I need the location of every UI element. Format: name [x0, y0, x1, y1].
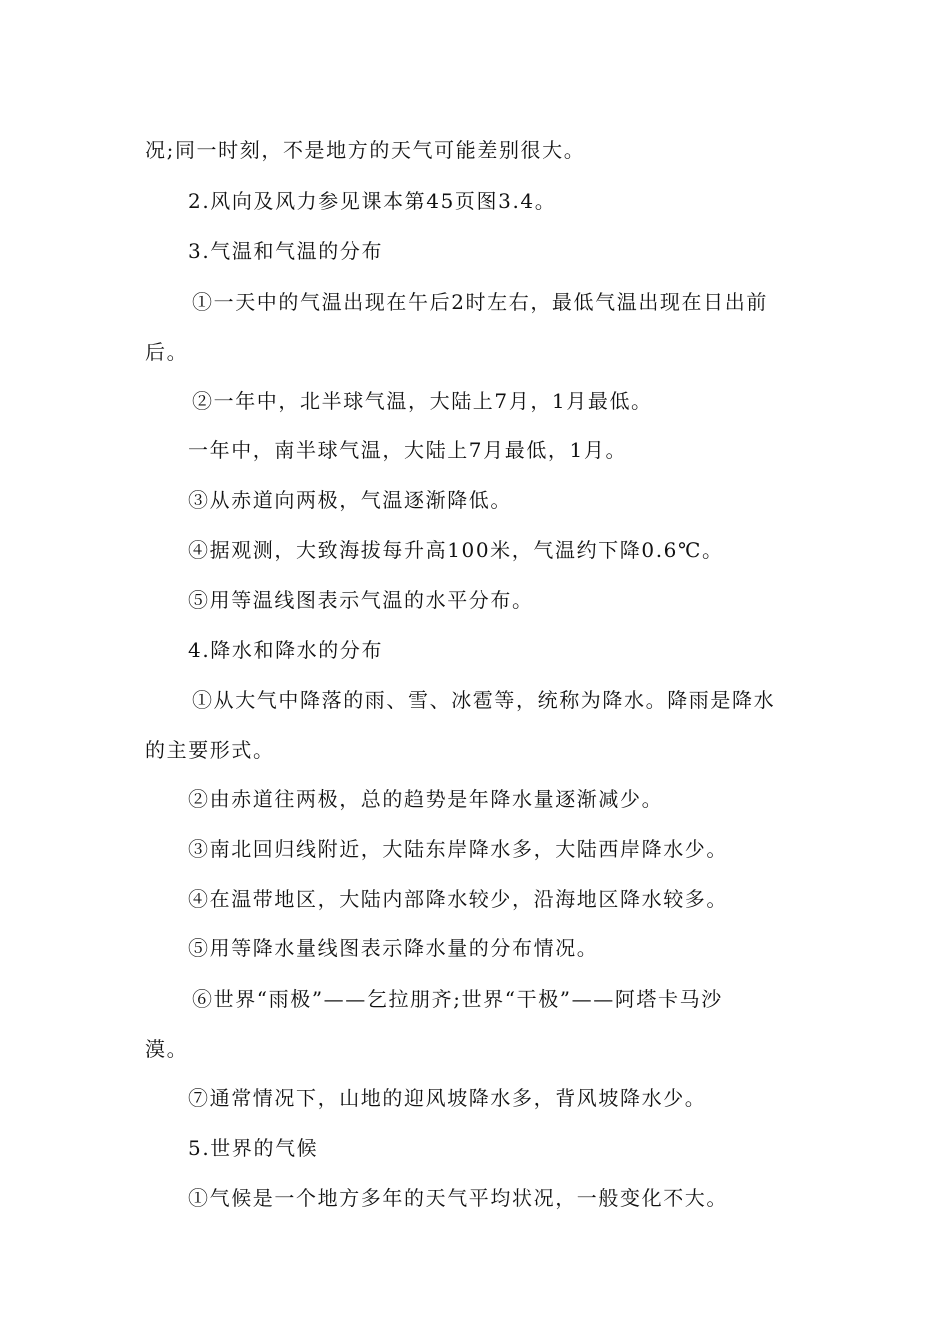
- text-line: ③南北回归线附近，大陆东岸降水多，大陆西岸降水少。: [188, 837, 728, 861]
- text-line: 况;同一时刻，不是地方的天气可能差别很大。: [145, 138, 586, 162]
- text-line: ①气候是一个地方多年的天气平均状况，一般变化不大。: [188, 1186, 728, 1210]
- text-line: ②由赤道往两极，总的趋势是年降水量逐渐减少。: [188, 787, 664, 811]
- section-heading: 3.气温和气温的分布: [188, 239, 384, 263]
- text-line: ④据观测，大致海拔每升高100米，气温约下降0.6℃。: [188, 538, 724, 562]
- text-line: ③从赤道向两极，气温逐渐降低。: [188, 488, 512, 512]
- text-line: 一年中，南半球气温，大陆上7月最低，1月。: [188, 438, 628, 462]
- text-line: ①从大气中降落的雨、雪、冰雹等，统称为降水。降雨是降水: [192, 688, 776, 712]
- text-line: 漠。: [145, 1037, 189, 1061]
- section-heading: 4.降水和降水的分布: [188, 638, 384, 662]
- text-line: ⑤用等温线图表示气温的水平分布。: [188, 588, 534, 612]
- section-heading: 5.世界的气候: [188, 1136, 319, 1160]
- text-line: ②一年中，北半球气温，大陆上7月，1月最低。: [192, 389, 653, 413]
- text-line: 后。: [145, 340, 189, 364]
- text-line: ①一天中的气温出现在午后2时左右，最低气温出现在日出前: [192, 290, 768, 314]
- text-line: 的主要形式。: [145, 738, 275, 762]
- text-line: ⑦通常情况下，山地的迎风坡降水多，背风坡降水少。: [188, 1086, 707, 1110]
- text-line: 2.风向及风力参见课本第45页图3.4。: [188, 189, 557, 213]
- text-line: ⑤用等降水量线图表示降水量的分布情况。: [188, 936, 599, 960]
- text-line: ⑥世界“雨极”——乞拉朋齐;世界“干极”——阿塔卡马沙: [192, 987, 723, 1011]
- text-line: ④在温带地区，大陆内部降水较少，沿海地区降水较多。: [188, 887, 728, 911]
